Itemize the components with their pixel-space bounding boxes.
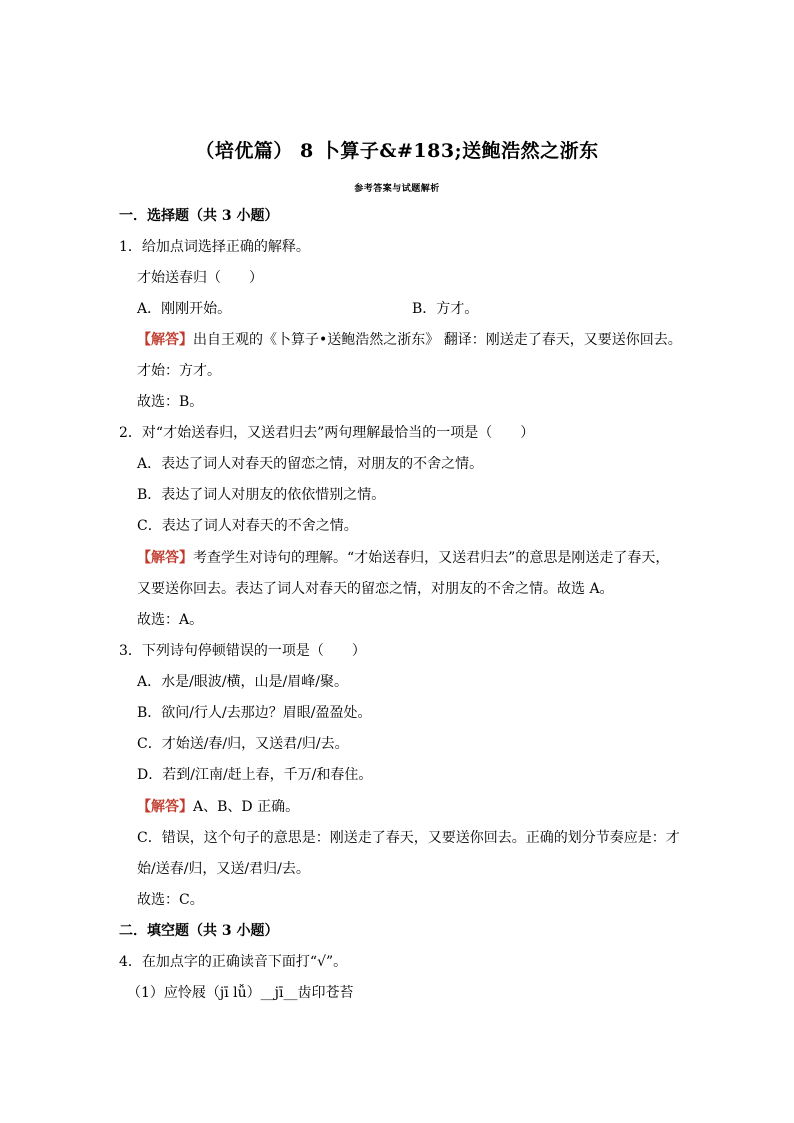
question-3-result: 故选：C。: [137, 892, 204, 908]
answer-text: A、B、D 正确。: [193, 799, 300, 815]
section-heading-choice: 一．选择题（共 3 小题）: [119, 208, 279, 224]
question-4-blank: __jī__: [260, 985, 298, 1001]
question-1-option-a: A．刚刚开始。: [137, 301, 232, 317]
question-3-option-a: A．水是/眼波/横，山是/眉峰/聚。: [137, 674, 348, 690]
section-heading-fill: 二．填空题（共 3 小题）: [119, 923, 279, 939]
question-1-options: [137, 300, 479, 318]
question-1-option-b: B．方才。: [412, 301, 479, 317]
question-1-answer: [137, 331, 682, 349]
question-2-result: 故选：A。: [137, 612, 204, 628]
answer-label: 【解答】: [137, 332, 193, 348]
answer-label: 【解答】: [137, 799, 193, 815]
question-1-result: 故选：B。: [137, 394, 204, 410]
page-subtitle: 参考答案与试题解析: [354, 184, 440, 194]
answer-label: 【解答】: [137, 550, 193, 566]
question-1-sub: 才始送春归（ ）: [137, 270, 263, 286]
question-1-stem: 1．给加点词选择正确的解释。: [119, 239, 310, 255]
question-3-stem: 3．下列诗句停顿错误的一项是（ ）: [119, 643, 366, 659]
question-2-stem: 2．对“才始送春归，又送君归去”两句理解最恰当的一项是（ ）: [119, 425, 535, 441]
question-3-option-d: D．若到/江南/赶上春，千万/和春住。: [137, 767, 373, 783]
question-3-answer-line3: 始/送春/归，又送/君归/去。: [137, 861, 310, 877]
question-2-answer-line2: 又要送你回去。表达了词人对春天的留恋之情，对朋友的不舍之情。故选 A。: [137, 581, 614, 597]
answer-text: 出自王观的《卜算子•送鲍浩然之浙东》 翻译：刚送走了春天，又要送你回去。: [193, 332, 682, 348]
question-4-sub-suffix: 齿印苍苔: [297, 985, 354, 1001]
page-title: （培优篇） 8 卜算子&#183;送鲍浩然之浙东: [195, 140, 599, 162]
question-4-stem: 4．在加点字的正确读音下面打“√”。: [119, 954, 348, 970]
question-2-option-a: A．表达了词人对春天的留恋之情，对朋友的不舍之情。: [137, 456, 484, 472]
question-3-answer: [137, 798, 299, 816]
question-4-sub: [127, 984, 354, 1002]
question-3-answer-line2: C．错误，这个句子的意思是：刚送走了春天，又要送你回去。正确的划分节奏应是：才: [137, 830, 680, 846]
answer-text: 考查学生对诗句的理解。“才始送春归，又送君归去”的意思是刚送走了春天，: [193, 550, 670, 566]
question-1-answer-line2: 才始：方才。: [137, 363, 221, 379]
question-3-option-c: C．才始送/春/归，又送君/归/去。: [137, 736, 349, 752]
question-2-option-c: C．表达了词人对春天的不舍之情。: [137, 518, 358, 534]
question-4-sub-prefix: （1）应怜屐（jī lǚ）: [127, 985, 261, 1001]
question-3-option-b: B．欲问/行人/去那边？眉眼/盈盈处。: [137, 705, 372, 721]
question-2-answer: [137, 549, 669, 567]
question-2-option-b: B．表达了词人对朋友的依依惜别之情。: [137, 487, 386, 503]
